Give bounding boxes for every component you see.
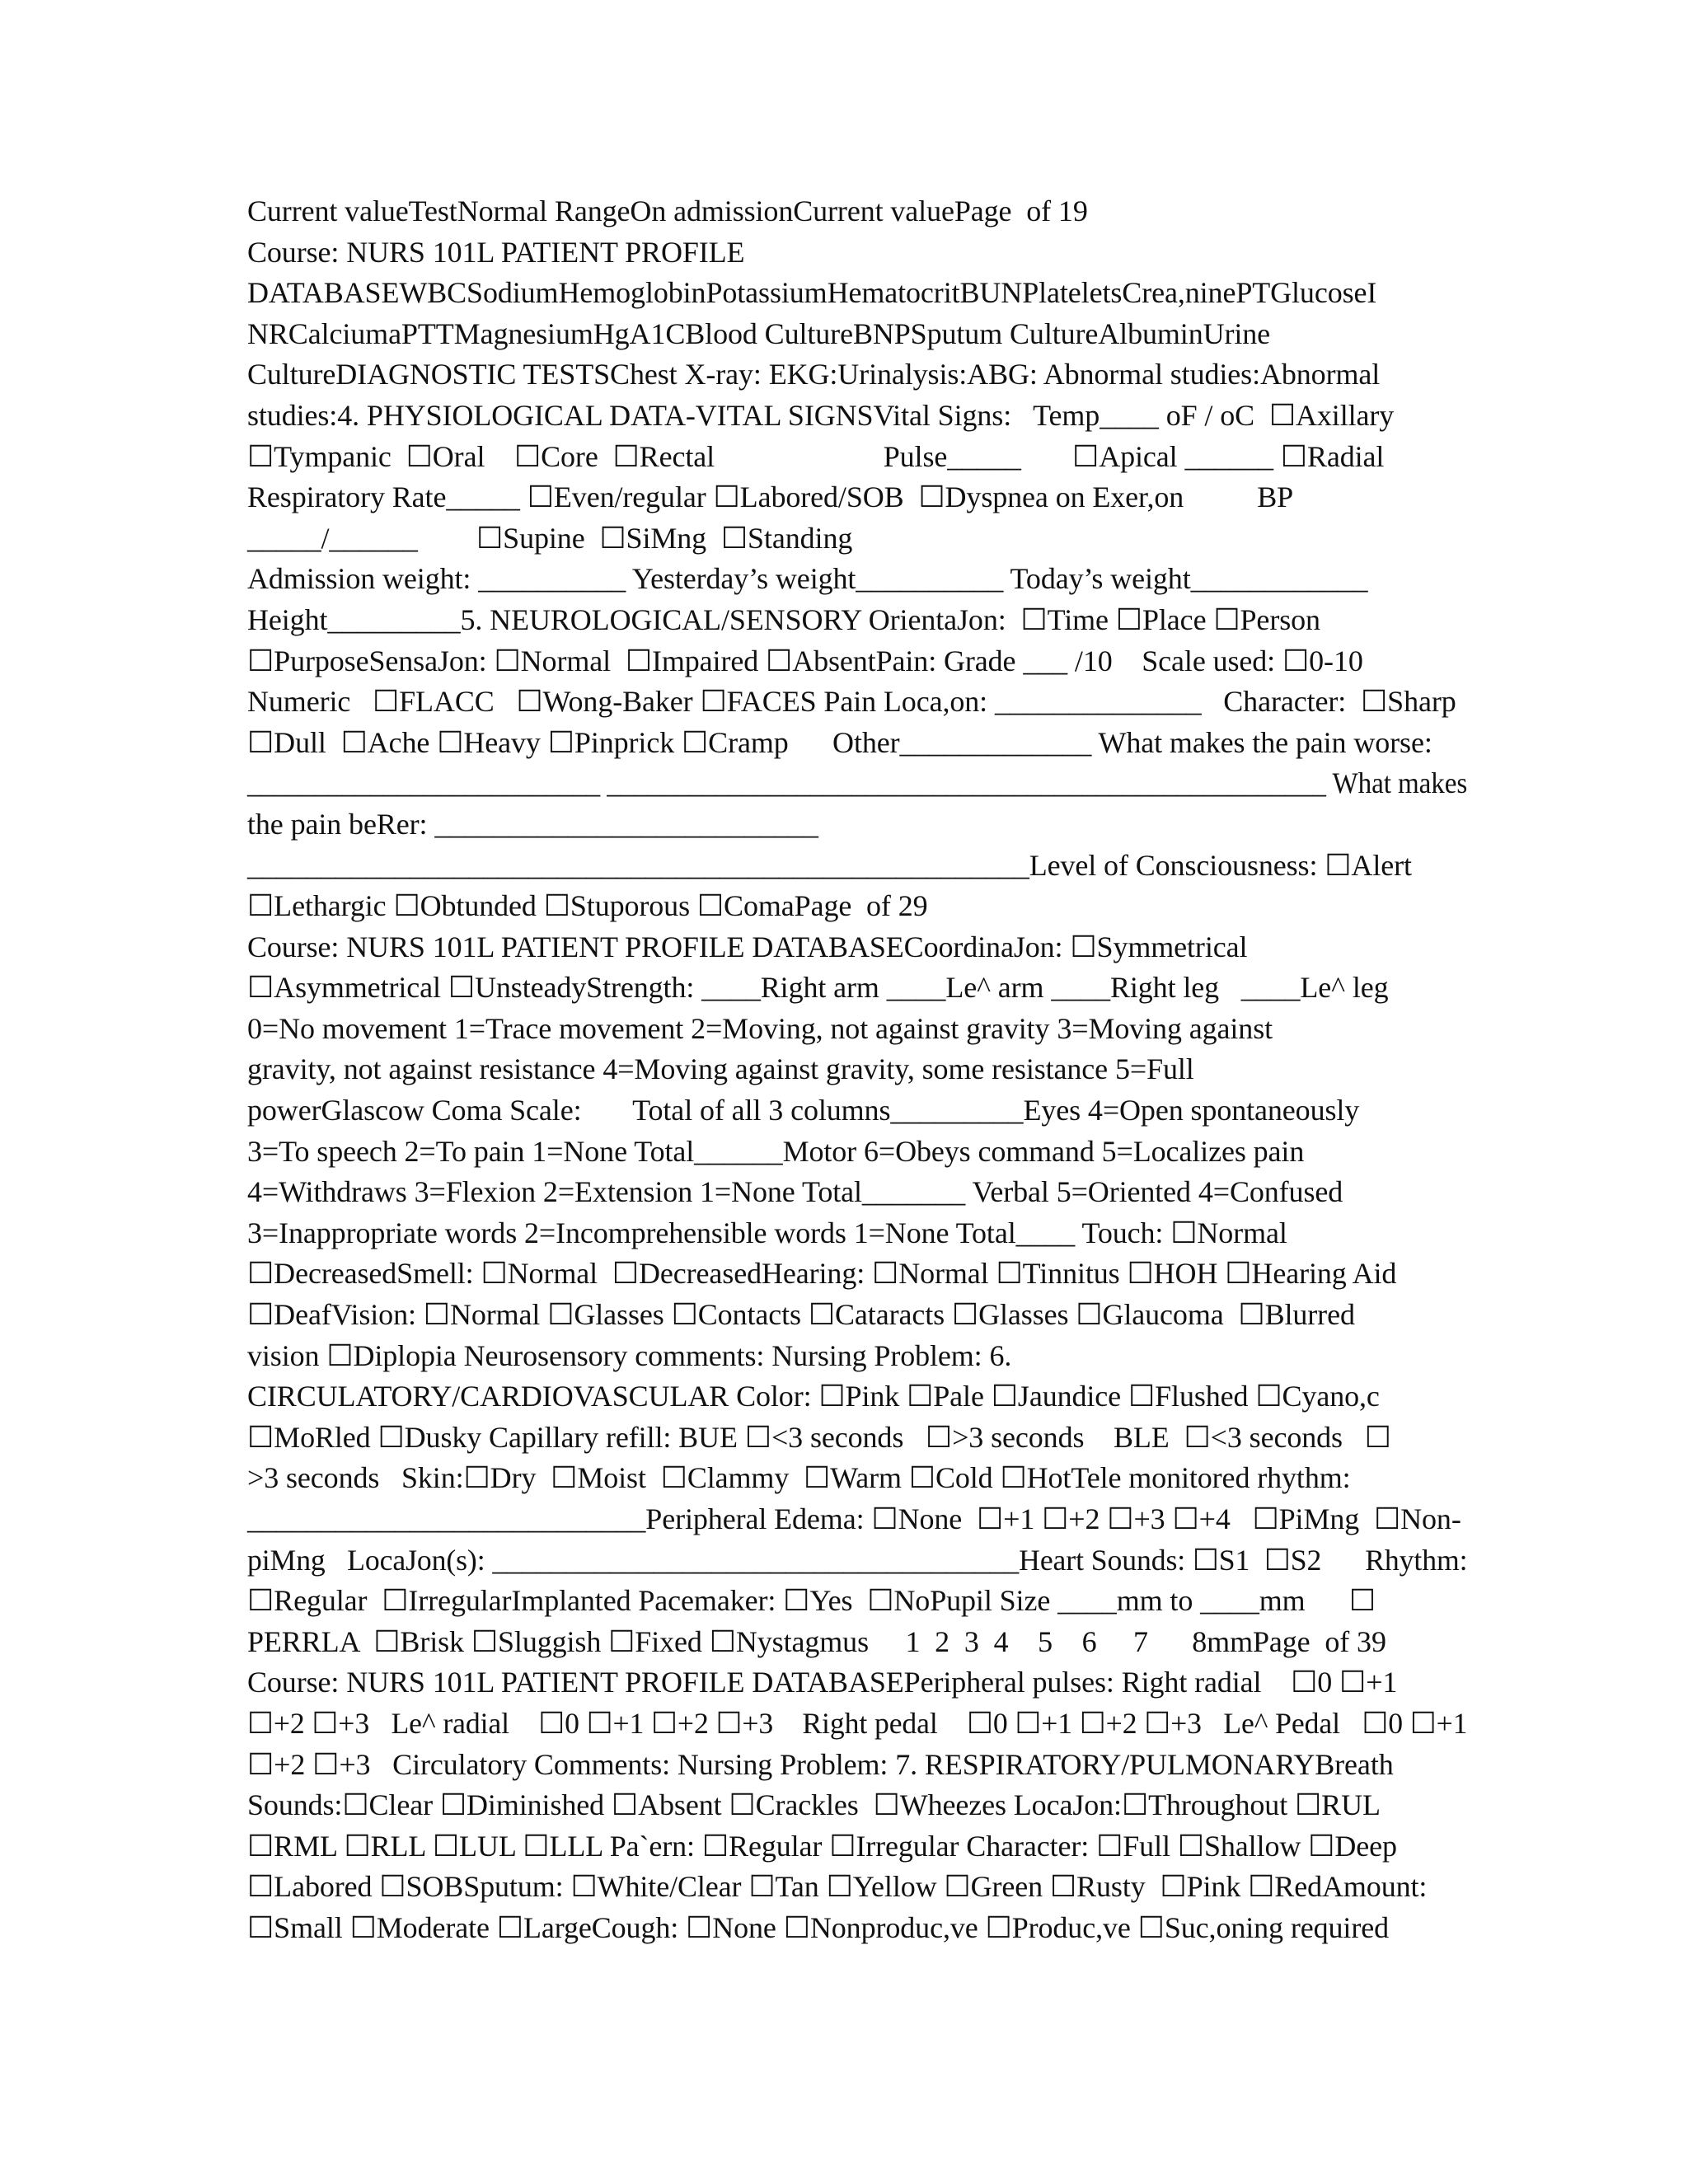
- text-line: CIRCULATORY/CARDIOVASCULAR Color: ☐Pink ☐Pale ☐Jaundice ☐Flushed ☐Cyano,c: [247, 1380, 1380, 1413]
- document-text-block: [247, 191, 1467, 1949]
- text-line: ☐Asymmetrical ☐UnsteadyStrength: ____Right arm ____Le^ arm ____Right leg ____Le^ leg: [247, 971, 1389, 1005]
- text-line: gravity, not against resistance 4=Moving against gravity, some resistance 5=Full: [247, 1052, 1194, 1086]
- text-line: piMng LocaJon(s): ____________________________________Heart Sounds: ☐S1 ☐S2 Rhythm:: [247, 1543, 1468, 1577]
- text-line: ☐DeafVision: ☐Normal ☐Glasses ☐Contacts ☐Cataracts ☐Glasses ☐Glaucoma ☐Blurred: [247, 1298, 1355, 1332]
- text-line: the pain beRer: __________________________: [247, 807, 818, 841]
- text-line: ☐+2 ☐+3 Le^ radial ☐0 ☐+1 ☐+2 ☐+3 Right pedal ☐0 ☐+1 ☐+2 ☐+3 Le^ Pedal ☐0 ☐+1: [247, 1706, 1468, 1740]
- text-line: ☐Dull ☐Ache ☐Heavy ☐Pinprick ☐Cramp Other_____________ What makes the pain worse:: [247, 725, 1432, 759]
- text-line: Height_________5. NEUROLOGICAL/SENSORY OrientaJon: ☐Time ☐Place ☐Person: [247, 602, 1320, 636]
- text-line: ___________________________Peripheral Edema: ☐None ☐+1 ☐+2 ☐+3 ☐+4 ☐PiMng ☐Non-: [247, 1502, 1461, 1535]
- text-line: Course: NURS 101L PATIENT PROFILE DATABASEPeripheral pulses: Right radial ☐0 ☐+1: [247, 1666, 1398, 1699]
- text-line: vision ☐Diplopia Neurosensory comments: Nursing Problem: 6.: [247, 1338, 1012, 1372]
- text-line: ☐+2 ☐+3 Circulatory Comments: Nursing Problem: 7. RESPIRATORY/PULMONARYBreath: [247, 1747, 1394, 1781]
- text-line: ☐MoRled ☐Dusky Capillary refill: BUE ☐<3 seconds ☐>3 seconds BLE ☐<3 seconds ☐: [247, 1420, 1391, 1454]
- text-line: ☐Regular ☐IrregularImplanted Pacemaker: ☐Yes ☐NoPupil Size ____mm to ____mm ☐: [247, 1584, 1376, 1618]
- text-line: 0=No movement 1=Trace movement 2=Moving, not against gravity 3=Moving against: [247, 1011, 1273, 1045]
- text-line: _____________________________________________________Level of Consciousness: ☐Alert: [247, 848, 1412, 882]
- text-line: 3=Inappropriate words 2=Incomprehensible words 1=None Total____ Touch: ☐Normal: [247, 1216, 1287, 1249]
- text-line: 3=To speech 2=To pain 1=None Total______Motor 6=Obeys command 5=Localizes pain: [247, 1134, 1305, 1168]
- text-line: ☐RML ☐RLL ☐LUL ☐LLL Pa`ern: ☐Regular ☐Irregular Character: ☐Full ☐Shallow ☐Deep: [247, 1829, 1397, 1863]
- text-line: 4=Withdraws 3=Flexion 2=Extension 1=None Total_______ Verbal 5=Oriented 4=Confused: [247, 1175, 1343, 1209]
- text-line: ☐Lethargic ☐Obtunded ☐Stuporous ☐ComaPage of 29: [247, 889, 928, 923]
- text-line: ☐Tympanic ☐Oral ☐Core ☐Rectal Pulse_____ ☐Apical ______ ☐Radial: [247, 439, 1385, 473]
- text-line: Course: NURS 101L PATIENT PROFILE DATABASECoordinaJon: ☐Symmetrical: [247, 930, 1248, 963]
- text-line: ☐DecreasedSmell: ☐Normal ☐DecreasedHearing: ☐Normal ☐Tinnitus ☐HOH ☐Hearing Aid: [247, 1257, 1397, 1291]
- text-line: Current valueTestNormal RangeOn admissionCurrent valuePage of 19: [247, 194, 1088, 227]
- text-line: ☐Small ☐Moderate ☐LargeCough: ☐None ☐Nonproduc,ve ☐Produc,ve ☐Suc,oning required: [247, 1910, 1389, 1944]
- text-line: CultureDIAGNOSTIC TESTSChest X-ray: EKG:Urinalysis:ABG: Abnormal studies:Abnormal: [247, 358, 1381, 391]
- text-line: _____/______ ☐Supine ☐SiMng ☐Standing: [247, 521, 853, 555]
- text-line: NRCalciumaPTTMagnesiumHgA1CBlood CultureBNPSputum CultureAlbuminUrine: [247, 316, 1271, 350]
- text-line: ☐PurposeSensaJon: ☐Normal ☐Impaired ☐AbsentPain: Grade ___ /10 Scale used: ☐0-10: [247, 644, 1363, 677]
- text-line: Sounds:☐Clear ☐Diminished ☐Absent ☐Crackles ☐Wheezes LocaJon:☐Throughout ☐RUL: [247, 1788, 1381, 1822]
- text-line: powerGlascow Coma Scale: Total of all 3 columns_________Eyes 4=Open spontaneously: [247, 1094, 1360, 1127]
- text-line: Course: NURS 101L PATIENT PROFILE: [247, 235, 745, 269]
- text-line: ☐Labored ☐SOBSputum: ☐White/Clear ☐Tan ☐Yellow ☐Green ☐Rusty ☐Pink ☐RedAmount:: [247, 1870, 1428, 1904]
- text-line: __________________________ _____________________________________________________ What makes: [247, 766, 1468, 800]
- text-line: Numeric ☐FLACC ☐Wong-Baker ☐FACES Pain Loca,on: ______________ Character: ☐Sharp: [247, 685, 1456, 719]
- text-line: DATABASEWBCSodiumHemoglobinPotassiumHematocritBUNPlateletsCrea,ninePTGlucoseI: [247, 276, 1377, 310]
- text-line: Admission weight: __________ Yesterday’s weight__________ Today’s weight____________: [247, 562, 1368, 596]
- text-line: PERRLA ☐Brisk ☐Sluggish ☐Fixed ☐Nystagmus 1 2 3 4 5 6 7 8mmPage of 39: [247, 1624, 1386, 1658]
- text-line: studies:4. PHYSIOLOGICAL DATA-VITAL SIGNSVital Signs: Temp____ oF / oC ☐Axillary: [247, 398, 1395, 432]
- text-line: >3 seconds Skin:☐Dry ☐Moist ☐Clammy ☐Warm ☐Cold ☐HotTele monitored rhythm:: [247, 1461, 1351, 1495]
- text-line: Respiratory Rate_____ ☐Even/regular ☐Labored/SOB ☐Dyspnea on Exer,on BP: [247, 480, 1294, 514]
